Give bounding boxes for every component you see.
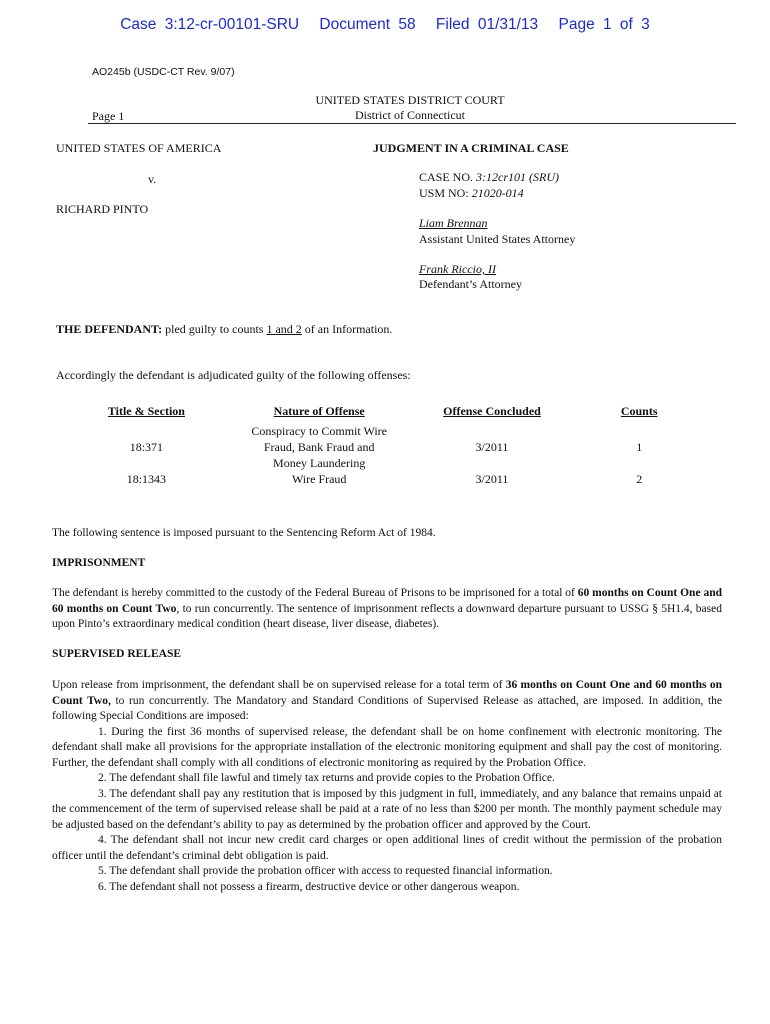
judgment-title: JUDGMENT IN A CRIMINAL CASE <box>373 141 569 155</box>
case-number-line <box>419 170 559 185</box>
ecf-document-number: Document 58 <box>319 16 416 33</box>
nature-line: Conspiracy to Commit Wire <box>251 424 387 438</box>
concluded-cell: 3/2011 <box>475 440 509 454</box>
nature-line: Money Laundering <box>273 456 366 470</box>
imprisonment-text-2: , to run concurrently. The sentence of imprisonment reflects a downward departure pursuant to USSG § 5H1.4, based upon Pinto’s extraordinary medical condition (heart disease, liver disease, diabetes). <box>52 602 722 630</box>
defendant-name: RICHARD PINTO <box>56 202 149 216</box>
col-title-section: Title & Section <box>107 404 185 418</box>
col-offense-concluded: Offense Concluded <box>443 404 541 418</box>
supervised-release-intro <box>52 678 722 725</box>
plea-text-after: of an Information. <box>301 322 393 336</box>
defense-attorney-title: Defendant’s Attorney <box>419 277 522 291</box>
nature-cell <box>233 471 406 487</box>
nature-line: Wire Fraud <box>291 472 347 486</box>
plea-counts: 1 and 2 <box>266 322 302 336</box>
count-cell: 1 <box>636 440 643 454</box>
section-cell: 18:1343 <box>126 472 167 486</box>
sentence-intro: The following sentence is imposed pursuant to the Sentencing Reform Act of 1984. <box>52 527 436 539</box>
court-name: UNITED STATES DISTRICT COURT <box>315 93 505 107</box>
case-number-value: 3:12cr101 (SRU) <box>476 170 559 184</box>
court-district: District of Connecticut <box>355 108 465 122</box>
versus: v. <box>148 172 157 186</box>
table-row <box>60 471 700 487</box>
special-condition: 5. The defendant shall provide the probation officer with access to requested financial information. <box>98 865 553 877</box>
nature-line: Fraud, Bank Fraud and <box>263 440 375 454</box>
form-identifier: AO245b (USDC-CT Rev. 9/07) <box>92 66 235 78</box>
count-cell: 2 <box>636 472 643 486</box>
prosecutor-title: Assistant United States Attorney <box>419 232 576 246</box>
ecf-case-number: Case 3:12-cr-00101-SRU <box>120 16 300 33</box>
supervised-text-2: to run concurrently. The Mandatory and Standard Conditions of Supervised Release as attached, are imposed. In addition, the following Special Conditions are imposed: <box>52 694 722 722</box>
special-condition: 1. During the first 36 months of supervised release, the defendant shall be on home confinement with electronic monitoring. The defendant shall make all provisions for the appropriate installation of the electronic monitoring equipment and shall pay the cost of monitoring. Further, the defendant shall comply with all conditions of electronic monitoring as required by the Probation Office. <box>52 725 722 769</box>
ecf-header <box>0 16 770 34</box>
special-condition: 6. The defendant shall not possess a firearm, destructive device or other dangerous weapon. <box>98 880 520 893</box>
section-cell: 18:371 <box>129 440 164 454</box>
supervised-text-1: Upon release from imprisonment, the defendant shall be on supervised release for a total term of <box>52 679 506 691</box>
usm-number-line <box>419 186 524 201</box>
supervised-release-body <box>52 678 722 895</box>
header-rule <box>88 123 736 124</box>
usm-number-value: 21020-014 <box>471 186 524 200</box>
plea-text-before: pled guilty to counts <box>162 322 267 336</box>
supervised-release-heading: SUPERVISED RELEASE <box>52 648 182 660</box>
imprisonment-paragraph <box>52 586 722 633</box>
defendant-label: THE DEFENDANT: <box>56 322 163 336</box>
defense-attorney-name: Frank Riccio, II <box>419 262 496 276</box>
case-number-label: CASE NO. <box>419 170 474 184</box>
imprisonment-text-1: The defendant is hereby committed to the custody of the Federal Bureau of Prisons to be imprisoned for a total of <box>52 587 578 599</box>
nature-cell <box>233 423 406 471</box>
court-block <box>300 93 520 123</box>
concluded-cell: 3/2011 <box>475 472 509 486</box>
imprisonment-heading: IMPRISONMENT <box>52 557 146 569</box>
offense-table-header <box>60 404 700 423</box>
offense-table <box>60 404 700 487</box>
adjudication-statement: Accordingly the defendant is adjudicated guilty of the following offenses: <box>56 368 411 382</box>
defendant-plea-line <box>56 322 392 337</box>
special-condition: 4. The defendant shall not incur new credit card charges or open additional lines of credit without the permission of the probation officer until the defendant’s criminal debt obligation is paid. <box>52 834 722 862</box>
special-condition: 2. The defendant shall file lawful and timely tax returns and provide copies to the Probation Office. <box>98 772 555 784</box>
ecf-filed-date: Filed 01/31/13 <box>435 16 539 33</box>
ecf-page-count: Page 1 of 3 <box>558 16 650 33</box>
col-nature-of-offense: Nature of Offense <box>273 404 365 418</box>
prosecutor-name: Liam Brennan <box>419 216 488 230</box>
supervised-term: 36 months on Count One and 60 months on Count Two, <box>52 679 722 707</box>
page-label: Page 1 <box>92 109 125 123</box>
special-condition: 3. The defendant shall pay any restitution that is imposed by this judgment in full, immediately, and any balance that remains unpaid at the commencement of the term of supervised release shall be paid at a rate of no less than $200 per month. The monthly payment schedule may be adjusted based on the defendant’s ability to pay as determined by the probation officer and approved by the Court. <box>52 787 722 831</box>
usm-number-label: USM NO: <box>419 186 469 200</box>
imprisonment-term: 60 months on Count One and 60 months on Count Two <box>52 587 722 615</box>
table-row <box>60 423 700 471</box>
plaintiff-name: UNITED STATES OF AMERICA <box>56 141 222 155</box>
col-counts: Counts <box>620 404 658 418</box>
